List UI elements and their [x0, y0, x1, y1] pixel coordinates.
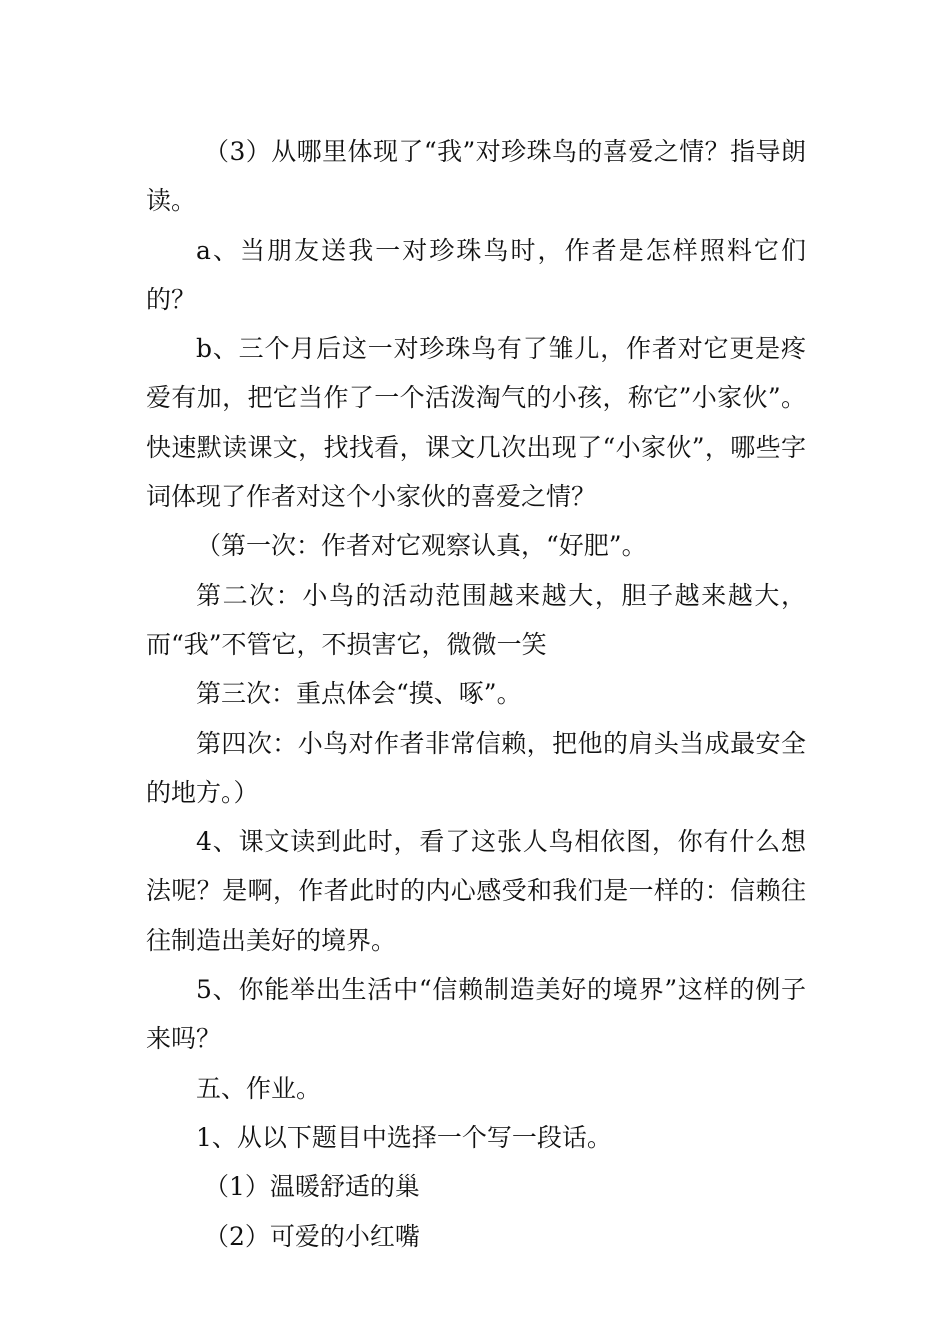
paragraph-step-4: 4、课文读到此时，看了这张人鸟相依图，你有什么想法呢？是啊，作者此时的内心感受和我们是一样的：信赖往往制造出美好的境界。	[146, 827, 806, 955]
paragraph-topic-1: （1）温暖舒适的巢	[204, 1172, 420, 1202]
paragraph-fourth-time: 第四次：小鸟对作者非常信赖，把他的肩头当成最安全的地方。）	[146, 728, 806, 807]
paragraph-homework-1: 1、从以下题目中选择一个写一段话。	[196, 1122, 612, 1152]
paragraph-homework-heading: 五、作业。	[196, 1073, 322, 1103]
paragraph-step-5: 5、你能举出生活中“信赖制造美好的境界”这样的例子来吗？	[146, 975, 806, 1054]
paragraph-second-time: 第二次：小鸟的活动范围越来越大，胆子越来越大，而“我”不管它，不损害它，微微一笑	[146, 580, 806, 659]
paragraph-item-a: a、当朋友送我一对珍珠鸟时，作者是怎样照料它们的？	[146, 235, 806, 314]
paragraph-first-time: （第一次：作者对它观察认真，“好肥”。	[196, 531, 647, 561]
paragraph-item-b: b、三个月后这一对珍珠鸟有了雏儿，作者对它更是疼爱有加，把它当作了一个活泼淘气的小孩，称它”小家伙”。快速默读课文，找找看，课文几次出现了“小家伙”，哪些字词体现了作者对这个小家伙的喜爱之情？	[146, 334, 806, 512]
paragraph-topic-2: （2）可爱的小红嘴	[204, 1221, 420, 1251]
document-body	[146, 127, 806, 1261]
paragraph-third-time: 第三次：重点体会“摸、啄”。	[196, 679, 522, 709]
paragraph-question-3: （3）从哪里体现了“我”对珍珠鸟的喜爱之情？指导朗读。	[146, 137, 806, 216]
